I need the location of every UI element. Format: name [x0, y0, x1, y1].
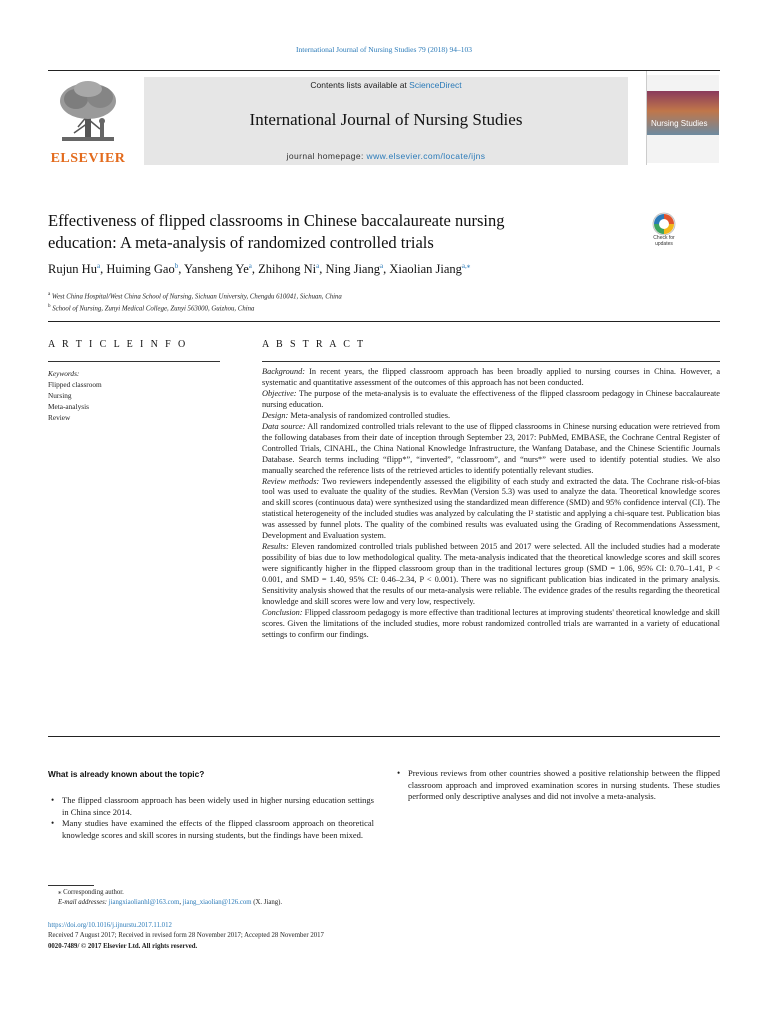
header-divider [48, 321, 720, 322]
email-suffix: (X. Jiang). [251, 899, 283, 907]
cover-image [647, 75, 719, 163]
affiliation-text: School of Nursing, Zunyi Medical College, Zunyi 563000, Guizhou, China [50, 305, 255, 313]
affiliation-line [48, 290, 668, 302]
author-list [48, 262, 668, 277]
sciencedirect-link[interactable]: ScienceDirect [409, 80, 462, 90]
affiliations [48, 290, 668, 314]
journal-homepage-link[interactable]: www.elsevier.com/locate/ijns [366, 151, 486, 161]
author-affiliation-marker[interactable]: a [379, 262, 384, 270]
author-separator: , [251, 262, 259, 277]
journal-homepage-line [144, 151, 628, 161]
list-item: • Previous reviews from other countries showed a positive relationship between the flipped classroom approach and improved examination scores in nursing students. These studies performed only descriptive analyses and did not involve a meta-analysis. [394, 768, 720, 803]
list-item: • The flipped classroom approach has been widely used in higher nursing education settings in China since 2014. [48, 795, 374, 818]
author-affiliation-marker[interactable]: a [316, 262, 320, 270]
article-info-divider [48, 361, 220, 362]
author-affiliation-marker[interactable]: a [96, 262, 101, 270]
abstract-divider [262, 361, 720, 362]
author-name[interactable]: Zhihong Ni [258, 262, 317, 277]
abstract-section-label: Conclusion: [262, 607, 303, 617]
journal-title: International Journal of Nursing Studies [249, 110, 523, 129]
author-separator: , [319, 262, 326, 277]
journal-citation-link[interactable]: International Journal of Nursing Studies 79 (2018) 94–103 [295, 45, 472, 54]
abstract-data-source [262, 422, 720, 477]
author-name[interactable]: Yansheng Ye [184, 262, 249, 277]
author-affiliation-marker[interactable]: a,⁎ [461, 262, 471, 270]
corresponding-author-note: ⁎ Corresponding author. [58, 889, 124, 896]
crossmark-label-line-1: Check for [653, 235, 675, 241]
copyright-line: 0020-7489/ © 2017 Elsevier Ltd. All rights reserved. [48, 942, 198, 950]
received-dates: Received 7 August 2017; Received in revised form 28 November 2017; Accepted 28 November 2017 [48, 932, 324, 940]
contents-available-line [144, 80, 628, 90]
abstract-section-label: Data source: [262, 421, 306, 431]
abstract-section-text: All randomized controlled trials relevant to the use of flipped classrooms in Chinese nursing education were retrieved from the following databases from their date of inception through September 23, 2017: PubMed, EMBASE, the Cochrane Central Register of Controlled Trials, CINAHL, the China National Knowledge Infrastructure, the Wanfang Database, and the Chinese Scientific Journals Database. Search terms including “flipp*”, “inverted”, “classroom”, and “nurs*” were used to identify potential studies. We also manually searched the reference lists of the retrieved articles to identify potentially relevant studies. [262, 421, 720, 475]
author-affiliation-marker[interactable]: b [174, 262, 179, 270]
homepage-prefix: journal homepage: [286, 151, 367, 161]
check-for-updates-badge[interactable] [646, 212, 682, 250]
email-addresses [48, 898, 548, 908]
publication-info [48, 921, 548, 952]
abstract-heading: A B S T R A C T [262, 339, 366, 350]
author-name[interactable]: Huiming Gao [106, 262, 175, 277]
keyword-item: Review [48, 413, 71, 423]
abstract-background [262, 367, 720, 389]
article-info-heading: A R T I C L E I N F O [48, 339, 188, 350]
known-topic-list-left [48, 795, 374, 841]
article-title-line-1: Effectiveness of flipped classrooms in Chinese baccalaureate nursing [48, 211, 505, 230]
author-name[interactable]: Ning Jiang [325, 262, 380, 277]
cover-band [647, 91, 719, 135]
article-title-line-2: education: A meta-analysis of randomized controlled trials [48, 233, 434, 252]
email-separator: , [179, 899, 183, 907]
known-topic-heading: What is already known about the topic? [48, 769, 205, 779]
abstract-section-label: Objective: [262, 388, 297, 398]
masthead [48, 70, 720, 164]
journal-banner [144, 77, 628, 165]
elsevier-logo[interactable] [48, 79, 128, 165]
abstract-section-text: Flipped classroom pedagogy is more effective than traditional lectures at improving students' theoretical knowledge and skill scores. Given the limitations of the included studies, more robust randomized controlled trials are warranted in a variety of educational settings to confirm our findings. [262, 607, 720, 639]
keywords-block [48, 368, 220, 423]
cover-title: Nursing Studies [651, 119, 708, 128]
affiliation-line [48, 302, 668, 314]
keyword-item: Flipped classroom [48, 380, 102, 390]
abstract-section-text: Eleven randomized controlled trials published between 2015 and 2017 were selected. All the included studies had a moderate possibility of bias due to low methodological quality. The meta-analysis indicated that the theoretical knowledge scores and skill scores were significantly higher in the flipped classroom group than in the traditional lectures group (SMD = 1.06, 95% CI: 0.70–1.41, P < 0.001, and SMD = 1.40, 95% CI: 0.46–2.34, P < 0.001). There was no significant publication bias indicated in the primary analysis. Sensitivity analysis showed that the results of our meta-analysis were reliable. The evidence grades of the results regarding the theoretical knowledge and skill scores were low and very low, respectively. [262, 542, 720, 607]
article-title [48, 210, 608, 254]
affiliation-marker: b [48, 303, 51, 309]
crossmark-icon [646, 212, 682, 236]
footnotes [48, 888, 548, 909]
affiliation-text: West China Hospital/West China School of Nursing, Sichuan University, Chengdu 610041, Sichuan, China [50, 293, 342, 301]
contents-prefix: Contents lists available at [310, 80, 410, 90]
email-link-1[interactable]: jiangxiaolianhl@163.com [108, 899, 180, 907]
abstract-design [262, 411, 720, 422]
author-separator: , [178, 262, 185, 277]
email-link-2[interactable]: jiang_xiaolian@126.com [182, 899, 252, 907]
author-name[interactable]: Xiaolian Jiang [389, 262, 462, 277]
author-separator: , [100, 262, 107, 277]
abstract-section-label: Review methods: [262, 476, 320, 486]
abstract-body [262, 367, 720, 641]
abstract-section-text: Two reviewers independently assessed the eligibility of each study and extracted the data. The Cochrane risk-of-bias tool was used to evaluate the quality of the studies. RevMan (Version 5.3) was used to analyze the data. Theoretical knowledge scores and skill scores (continuous data) were synthesized using the standardized mean difference (SMD) and 95% confidence interval (CI). The statistical heterogeneity of the included studies was analyzed by calculating the I² statistic and applying a chi-square test. Publication bias was assessed by funnel plots. The quality of the combined results was evaluated using the Grading of Recommendations Assessment, Development and Evaluation system. [262, 476, 720, 541]
author-affiliation-marker[interactable]: a [248, 262, 252, 270]
abstract-section-text: Meta-analysis of randomized controlled studies. [290, 410, 451, 420]
abstract-results [262, 542, 720, 608]
abstract-objective [262, 389, 720, 411]
abstract-conclusion [262, 608, 720, 641]
elsevier-tree-icon [56, 79, 120, 145]
keyword-item: Nursing [48, 391, 72, 401]
known-topic-list-right [394, 768, 720, 803]
abstract-section-label: Results: [262, 542, 289, 552]
email-label: E-mail addresses: [58, 899, 108, 907]
keywords-label: Keywords: [48, 369, 80, 378]
author-separator: , [383, 262, 390, 277]
affiliation-marker: a [48, 292, 51, 297]
keyword-item: Meta-analysis [48, 402, 89, 412]
author-name[interactable]: Rujun Hu [48, 262, 97, 277]
doi-link[interactable]: https://doi.org/10.1016/j.ijnurstu.2017.11.012 [48, 922, 172, 929]
journal-cover[interactable] [646, 71, 718, 165]
abstract-review-methods [262, 477, 720, 543]
footnote-divider [48, 885, 94, 886]
elsevier-wordmark: ELSEVIER [50, 151, 126, 166]
abstract-section-text: In recent years, the flipped classroom approach has been broadly applied to nursing courses in China. However, a systematic and quantitative assessment of the outcomes of this approach has not been conducted. [262, 367, 720, 387]
abstract-end-divider [48, 736, 720, 737]
abstract-section-text: The purpose of the meta-analysis is to evaluate the effectiveness of the flipped classroom pedagogy in Chinese baccalaureate nursing education. [262, 388, 720, 409]
list-item: • Many studies have examined the effects of the flipped classroom approach on theoretical knowledge scores and skill scores in nursing students, but the findings have been mixed. [48, 818, 374, 841]
abstract-section-label: Design: [262, 410, 289, 420]
crossmark-label [646, 236, 682, 247]
crossmark-label-line-2: updates [655, 240, 673, 247]
abstract-section-label: Background: [262, 367, 306, 376]
